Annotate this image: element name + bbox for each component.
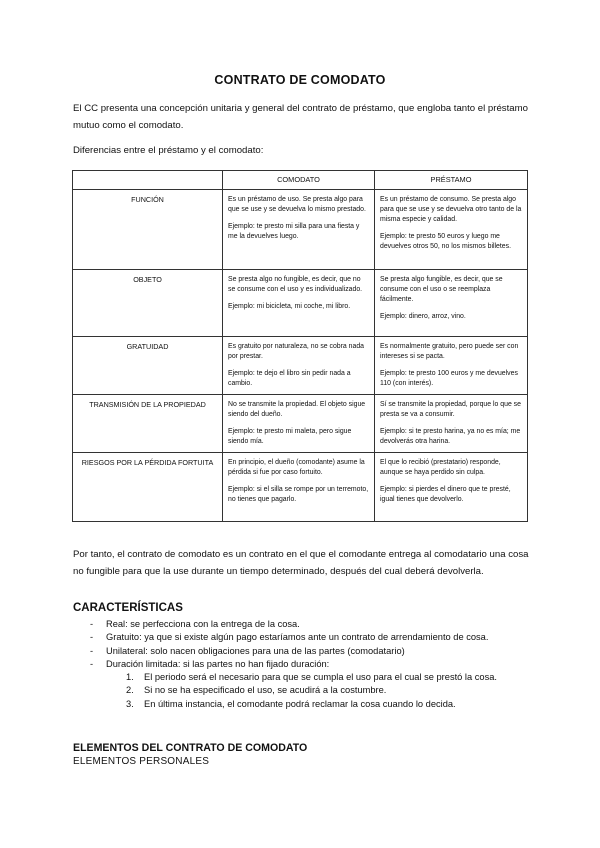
table-row [73,270,528,337]
row-label: TRANSMISIÓN DE LA PROPIEDAD [73,395,223,453]
sublist-item [106,684,540,697]
cell-example: Ejemplo: si pierdes el dinero que te presté, igual tienes que devolverlo. [380,486,511,503]
sublist-item [106,671,540,684]
table-row [73,190,528,270]
characteristics-heading: CARACTERÍSTICAS [73,602,183,614]
sublist-number: 1. [126,672,134,683]
conclusion-paragraph: Por tanto, el contrato de comodato es un contrato en el que el comodante entrega al comodatario una cosa no fungible para que la use durante un tiempo determinado, después del cual deberá devolverla. [73,549,529,577]
list-item-text: Duración limitada: si las partes no han fijado duración: [106,658,330,669]
cell-prestamo [375,453,528,522]
cell-comodato [223,453,375,522]
table-header-comodato: COMODATO [223,171,375,190]
cell-example: Ejemplo: mi bicicleta, mi coche, mi libro. [228,303,351,310]
cell-prestamo [375,270,528,337]
cell-example: Ejemplo: te presto 50 euros y luego me devuelves otros 50, no los mismos billetes. [380,233,511,250]
cell-definition: Es un préstamo de uso. Se presta algo para que se use y se devuelva lo mismo prestado. [228,196,366,213]
sublist-text: El periodo será el necesario para que se cumpla el uso para el cual se prestó la cosa. [144,672,497,683]
row-label: OBJETO [73,270,223,337]
cell-example: Ejemplo: te dejo el libro sin pedir nada a cambio. [228,370,351,387]
table-header-prestamo: PRÉSTAMO [375,171,528,190]
sublist-item [106,698,540,711]
row-label: RIESGOS POR LA PÉRDIDA FORTUITA [73,453,223,522]
cell-definition: Es un préstamo de consumo. Se presta algo para que se use y se devuelva otro tanto de la misma especie y calidad. [380,196,522,223]
cell-comodato [223,395,375,453]
cell-comodato [223,190,375,270]
cell-example: Ejemplo: si te presto harina, ya no es mía; me devolverás otra harina. [380,428,521,445]
cell-prestamo [375,337,528,395]
row-label: FUNCIÓN [73,190,223,270]
elements-heading: ELEMENTOS DEL CONTRATO DE COMODATO [73,742,308,754]
cell-definition: No se transmite la propiedad. El objeto sigue siendo del dueño. [228,401,366,418]
cell-example: Ejemplo: te presto mi silla para una fiesta y me la devuelves luego. [228,223,360,240]
cell-definition: Es gratuito por naturaleza, no se cobra nada por prestar. [228,343,364,360]
sublist-text: Si no se ha especificado el uso, se acudirá a la costumbre. [144,685,387,696]
table-header-empty [73,171,223,190]
differences-heading: Diferencias entre el préstamo y el comodato: [73,145,264,156]
table-row [73,337,528,395]
table-header-row [73,171,528,190]
cell-example: Ejemplo: te presto mi maleta, pero sigue siendo mía. [228,428,352,445]
table-row [73,453,528,522]
comparison-table [72,170,528,522]
cell-definition: Es normalmente gratuito, pero puede ser con intereses si se pacta. [380,343,519,360]
cell-definition: En principio, el dueño (comodante) asume la pérdida si fue por caso fortuito. [228,459,365,476]
cell-definition: Sí se transmite la propiedad, porque lo que se presta se va a consumir. [380,401,521,418]
document-title: CONTRATO DE COMODATO [214,73,386,87]
table-row [73,395,528,453]
cell-example: Ejemplo: te presto 100 euros y me devuelves 110 (con interés). [380,370,518,387]
sublist-number: 2. [126,685,134,696]
cell-prestamo [375,395,528,453]
cell-comodato [223,337,375,395]
cell-definition: Se presta algo fungible, es decir, que se consume con el uso o se reemplaza fácilmente. [380,276,503,303]
list-item: - Unilateral: solo nacen obligaciones para una de las partes (comodatario) [90,645,540,658]
cell-comodato [223,270,375,337]
cell-definition: El que lo recibió (prestatario) responde, aunque se haya perdido sin culpa. [380,459,501,476]
cell-definition: Se presta algo no fungible, es decir, que no se consume con el uso y es individualizado. [228,276,363,293]
cell-example: Ejemplo: si el silla se rompe por un terremoto, no tienes que pagarlo. [228,486,369,503]
elements-subheading: ELEMENTOS PERSONALES [73,756,210,767]
cell-prestamo [375,190,528,270]
cell-example: Ejemplo: dinero, arroz, vino. [380,313,466,320]
duration-sublist [106,671,540,711]
list-item [90,658,540,711]
sublist-number: 3. [126,698,134,709]
row-label: GRATUIDAD [73,337,223,395]
list-item: - Real: se perfecciona con la entrega de la cosa. [90,618,540,631]
intro-paragraph: El CC presenta una concepción unitaria y general del contrato de préstamo, que engloba tanto el préstamo mutuo como el comodato. [73,103,528,131]
characteristics-list [90,618,540,711]
sublist-text: En última instancia, el comodante podrá reclamar la cosa cuando lo decida. [144,698,456,709]
list-item: - Gratuito: ya que si existe algún pago estaríamos ante un contrato de arrendamiento de cosa. [90,631,540,644]
